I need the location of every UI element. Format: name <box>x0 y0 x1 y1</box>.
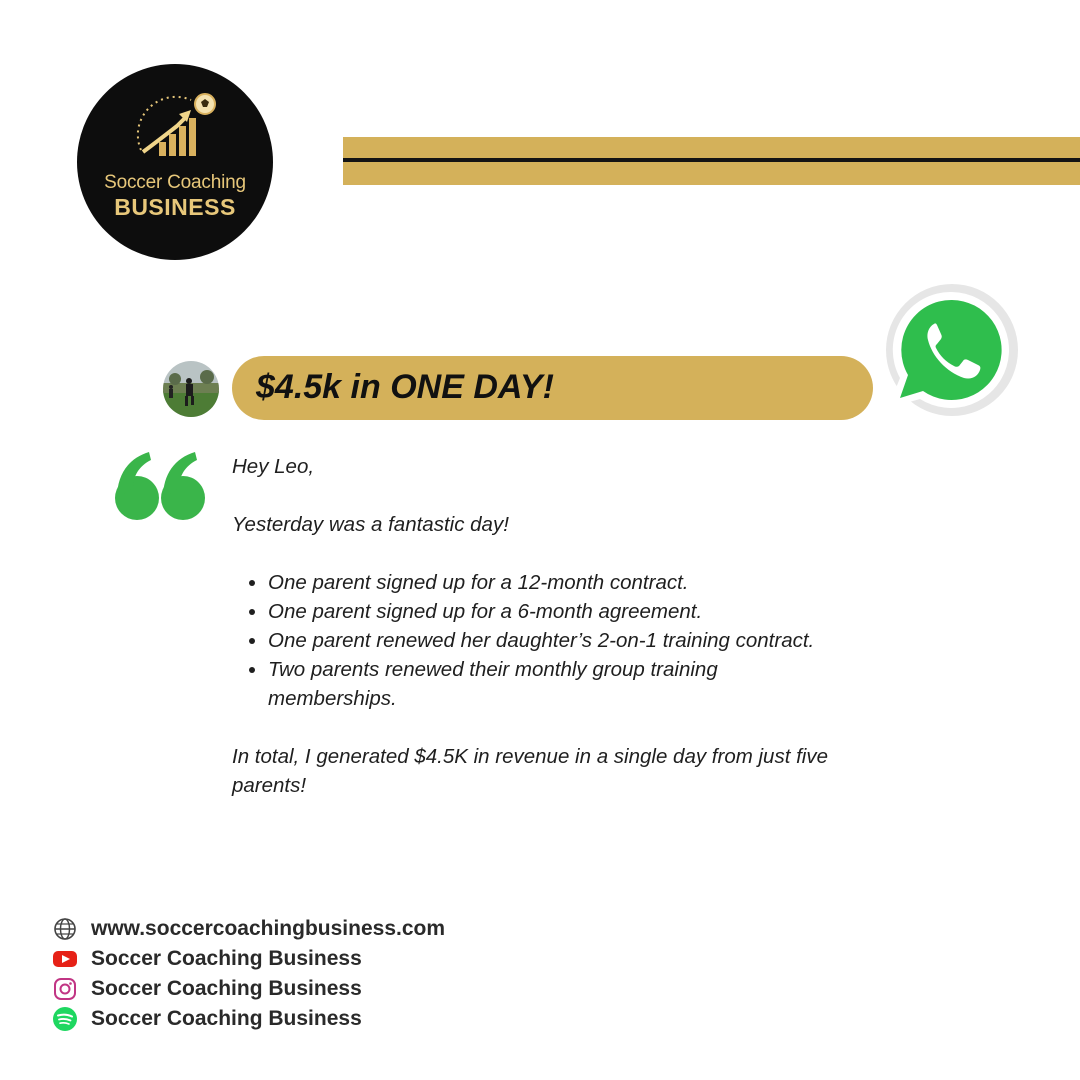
list-item: • One parent renewed her daughter’s 2-on-1 training contract. <box>268 626 832 655</box>
decorative-divider-line <box>343 158 1080 162</box>
spotify-link[interactable]: Soccer Coaching Business <box>91 1007 362 1030</box>
instagram-link[interactable]: Soccer Coaching Business <box>91 977 362 1000</box>
message-intro: Yesterday was a fantastic day! <box>232 513 509 536</box>
brand-logo <box>77 64 273 260</box>
footer-contacts <box>52 914 445 1034</box>
list-item: • One parent signed up for a 12-month contract. <box>268 568 832 597</box>
globe-icon <box>52 916 78 942</box>
footer-instagram-row[interactable] <box>52 974 445 1004</box>
footer-youtube-row[interactable] <box>52 944 445 974</box>
message-closing: In total, I generated $4.5K in revenue in a single day from just five parents! <box>232 745 828 797</box>
whatsapp-icon <box>880 282 1024 422</box>
decorative-gold-bar <box>343 137 1080 185</box>
quote-icon <box>113 452 209 524</box>
youtube-link[interactable]: Soccer Coaching Business <box>91 947 362 970</box>
list-item: • Two parents renewed their monthly group training memberships. <box>268 655 832 713</box>
logo-title-line2: BUSINESS <box>114 194 236 220</box>
footer-spotify-row[interactable] <box>52 1004 445 1034</box>
logo-title-line1: Soccer Coaching <box>104 172 246 193</box>
spotify-icon <box>52 1006 78 1032</box>
message-greeting: Hey Leo, <box>232 455 315 478</box>
rising-chart-ball-icon <box>129 90 221 168</box>
instagram-icon <box>52 976 78 1002</box>
list-item: • One parent signed up for a 6-month agreement. <box>268 597 832 626</box>
testimonial-message <box>232 452 832 800</box>
message-list <box>232 568 832 713</box>
headline-text: $4.5k in ONE DAY! <box>256 368 554 406</box>
headline-banner <box>232 356 873 420</box>
footer-website-row[interactable] <box>52 914 445 944</box>
website-link[interactable]: www.soccercoachingbusiness.com <box>91 917 446 940</box>
avatar <box>163 361 219 417</box>
youtube-icon <box>52 946 78 972</box>
soccer-field-photo <box>163 361 219 417</box>
